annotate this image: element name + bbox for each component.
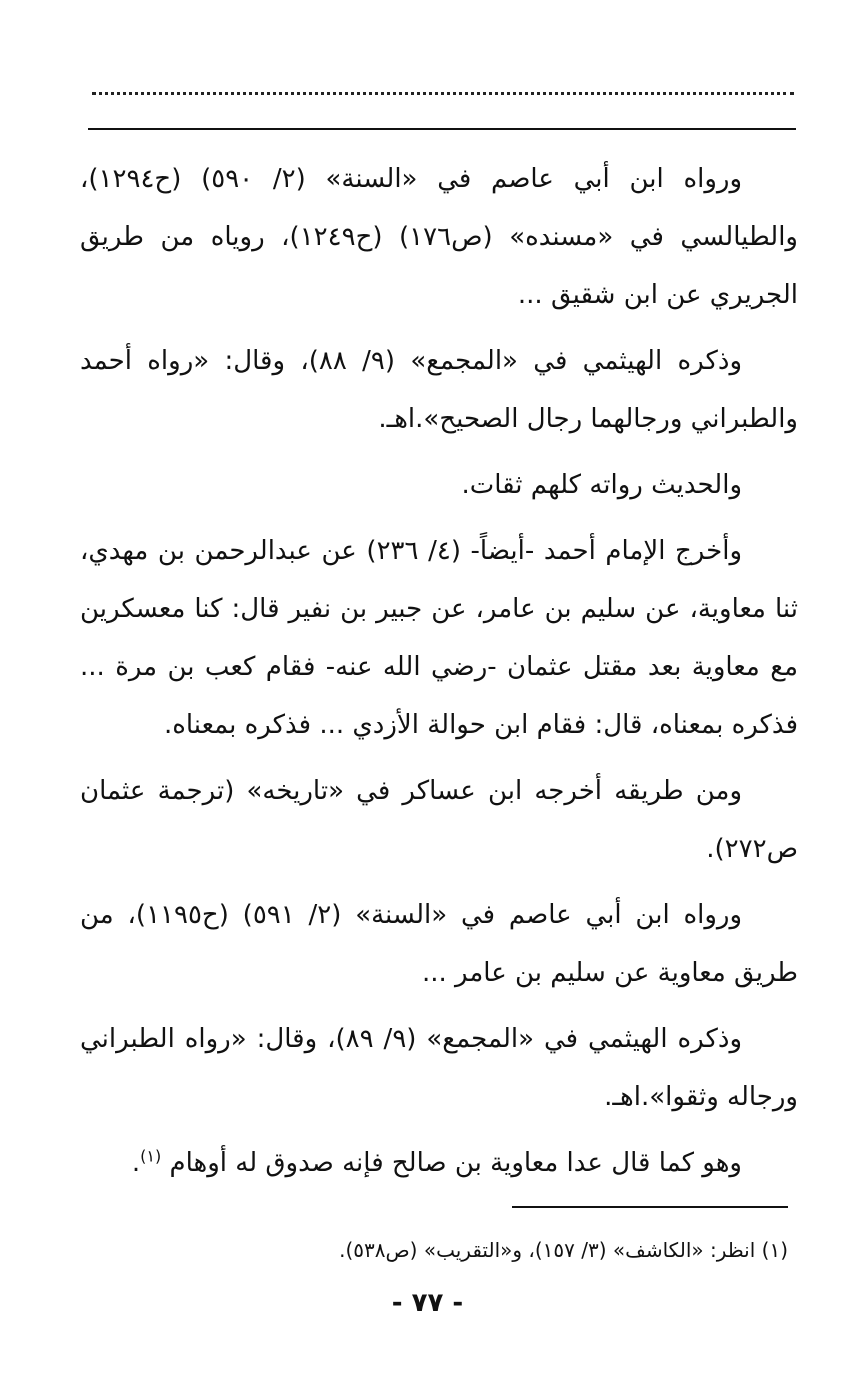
footnote: (١) انظر: «الكاشف» (٣/ ١٥٧)، و«التقريب» (ص٥٣٨). <box>339 1238 788 1262</box>
footnote-rule <box>512 1206 788 1208</box>
body-text <box>80 150 798 1200</box>
paragraph-6: ورواه ابن أبي عاصم في «السنة» (٢/ ٥٩١) (ح١١٩٥)، من طريق معاوية عن سليم بن عامر ... <box>80 900 798 988</box>
footnote-marker: (١) <box>140 1146 162 1166</box>
page-number: - ٧٧ - <box>391 1288 464 1318</box>
paragraph-4: وأخرج الإمام أحمد -أيضاً- (٤/ ٢٣٦) عن عبدالرحمن بن مهدي، ثنا معاوية، عن سليم بن عامر، عن جبير بن نفير قال: كنا معسكرين مع معاوية بعد مقتل عثمان -رضي الله عنه- فقام كعب بن مرة ... فذكره بمعناه، قال: فقام ابن حوالة الأزدي ... فذكره بمعناه. <box>80 536 798 740</box>
paragraph-2: وذكره الهيثمي في «المجمع» (٩/ ٨٨)، وقال: «رواه أحمد والطبراني ورجالهما رجال الصحيح».اهـ. <box>80 346 798 434</box>
paragraph-8-end: . <box>131 1148 141 1178</box>
paragraph-8 <box>80 1134 798 1192</box>
paragraph-3: والحديث رواته كلهم ثقات. <box>461 470 742 500</box>
paragraph-5: ومن طريقه أخرجه ابن عساكر في «تاريخه» (ترجمة عثمان ص٢٧٢). <box>80 776 798 864</box>
paragraph-7: وذكره الهيثمي في «المجمع» (٩/ ٨٩)، وقال: «رواه الطبراني ورجاله وثقوا».اهـ. <box>80 1024 798 1112</box>
paragraph-8-text: وهو كما قال عدا معاوية بن صالح فإنه صدوق له أوهام <box>169 1148 742 1178</box>
header-dotted-rule <box>92 92 794 95</box>
paragraph-1: ورواه ابن أبي عاصم في «السنة» (٢/ ٥٩٠) (ح١٢٩٤)، والطيالسي في «مسنده» (ص١٧٦) (ح١٢٤٩)، روياه من طريق الجريري عن ابن شقيق ... <box>80 164 798 310</box>
header-rule <box>88 128 796 130</box>
